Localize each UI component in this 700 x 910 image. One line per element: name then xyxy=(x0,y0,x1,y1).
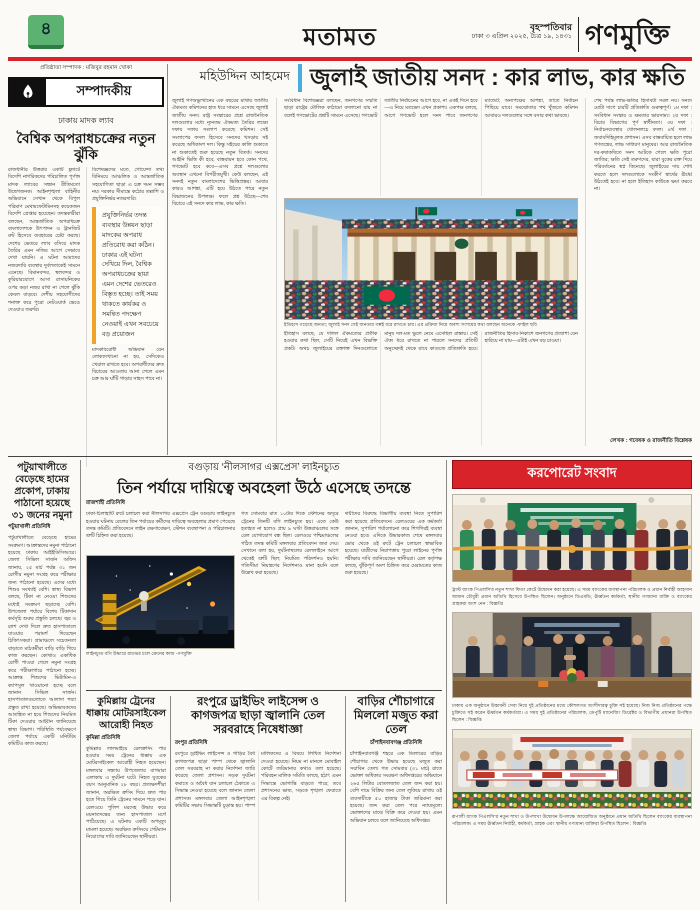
weekday-label: বৃহস্পতিবার xyxy=(530,22,572,32)
header-divider xyxy=(578,17,579,52)
train-body xyxy=(86,511,442,669)
main-photo-caption: ইতিহাস গড়েছে জনতা; জুলাই সনদ সেই জনতার গল্পই ধরে রাখতে চায়। এর প্রক্রিয়া নিয়ে অবশ্য সংশয়ের কথা বলছেন অনেকে -ফাইল ছবি xyxy=(284,322,537,327)
measles-headline: পটুয়াখালীতে বেড়েছে হামের প্রকোপ, ঢাকায় পাঠানো হয়েছে ৩১ জনের নমুনা xyxy=(11,462,73,521)
editorial-section xyxy=(8,64,164,454)
editorial-col2-top: বিশেষজ্ঞদের মতে, গোয়েন্দা তথ্য বিনিময়ে আঞ্চলিক ও আন্তর্জাতিক সহযোগিতা ছাড়া এ চক্র দমন সম্ভব নয়। দরকার সীমান্তে কঠোর তল্লাশি ও প্রযুক্তিনির্ভর নজরদারি। xyxy=(92,168,164,203)
editorial-header-box xyxy=(8,77,164,107)
corporate-banner: করপোরেট সংবাদ xyxy=(452,460,692,489)
byline-divider-bar xyxy=(298,64,302,92)
rangpur-body: রংপুরে ড্রাইভিং লাইসেন্স ও গাড়ির বৈধ কাগজপত্র ছাড়া পাম্প থেকে জ্বালানি তেল সরবরাহ না করার নির্দেশনা জারি করেছে জেলা প্রশাসন। সড়ক দুর্ঘটনা কমাতে ও অবৈধ যান চলাচল ঠেকাতে এ সিদ্ধান্ত নেওয়া হয়েছে বলে জানান জেলা প্রশাসক। মঙ্গলবার জেলা আইনশৃঙ্খলা কমিটির সভায় সিদ্ধান্তটি চূড়ান্ত হয়। পাম্প মালিকদের এ বিষয়ে লিখিত নির্দেশনা দেওয়া হয়েছে। নিয়ম না মানলে মোবাইল কোর্টে জরিমানার কথাও বলা হয়েছে। পরিবহন মালিক সমিতি বলছে, হঠাৎ এমন সিদ্ধান্তে ভোগান্তি বাড়তে পারে; তবে প্রশাসনের ভাষ্য, সড়কে শৃঙ্খলা ফেরাতে এর বিকল্প নেই। xyxy=(175,752,341,809)
column-divider xyxy=(446,460,447,904)
rangpur-headline: রংপুরে ড্রাইভিং লাইসেন্স ও কাগজপত্র ছাড়া জ্বালানি তেল সরবরাহে নিষেধাজ্ঞা xyxy=(191,696,325,736)
main-article-col5-text: শেষ পর্যন্ত লাভ-ক্ষতির হিসাবটা সরল নয়। সনদে মোটা দাগে চারটি প্রতিশ্রুতি গুরুত্বপূর্ণ। ১ম দফা : সংবিধান সংস্কার ও ক্ষমতার ভারসাম্য। ২য় দফা : বিচার বিভাগের পূর্ণ স্বাধীনতা। ৩য় দফা : নির্বাচনব্যবস্থার খোলনলচে বদল। ৪র্থ দফা : জবাবদিহিমূলক প্রশাসন। এসব বাস্তবায়িত হলে লাভ গণতন্ত্রের, লাভ সাধারণ মানুষের। আর রাজনৈতিক দর-কষাকষিতে সনদ আটকে গেলে ক্ষতি পুরো জাতির; ক্ষতি সেই তরুণদের, যারা বুকের রক্ত দিয়ে পরিবর্তনের স্বপ্ন কিনেছে। জুলাইয়ের দায় শোধ করতে হলে দলগুলোকে সংকীর্ণ স্বার্থের ঊর্ধ্বে উঠতেই হবে। না হলে ইতিহাস কাউকে ক্ষমা করবে না। xyxy=(594,99,692,193)
main-photo-image xyxy=(284,198,578,320)
train-col2: গত সোমবার রাত ১০টার দিকে স্টেশনের অদূরে ট্রেনের তিনটি বগি লাইনচ্যুত হয়। এতে কেউ হতাহত না হলেও প্রায় ৯ ঘণ্টা উত্তরাঞ্চলের সঙ্গে রেল যোগাযোগ বন্ধ ছিল। রেলওয়ে পশ্চিমাঞ্চলের গঠিত তদন্ত কমিটি মঙ্গলবার প্রতিবেদন জমা দেয়। সেখানে বলা হয়, দুর্ঘটনাস্থলের রেললাইনে আগে থেকেই ত্রুটি ছিল; নিয়মিত পরিদর্শনও হয়নি। গতিসীমা নিয়ন্ত্রণের নির্দেশনাও মানা হয়নি বলে উল্লেখ করা হয়েছে। xyxy=(241,512,339,577)
column-divider xyxy=(80,460,81,904)
corporate-caption-1: ট্রাস্ট ব্যাংক পিএলসি’র নতুন শাখা ফিতা কেটে উদ্বোধন করা হয়েছে। এ সময় ব্যাংকের ব্যবস্থাপনা পরিচালক ও প্রধান নির্বাহী আহসান জামান চৌধুরী প্রধান অতিথি হিসেবে উপস্থিত ছিলেন। অনুষ্ঠানে ডিএমডি, ঊর্ধ্বতন কর্মকর্তা, স্থানীয় গণ্যমান্য ব্যক্তি ও ব্যাংকের গ্রাহকরা অংশ নেন : বিজ্ঞপ্তি xyxy=(452,587,692,606)
main-article xyxy=(172,64,692,455)
main-article-center xyxy=(276,98,586,446)
train-headline: তিন পর্যায়ে দায়িত্বে অবহেলা উঠে এসেছে তদন্তে xyxy=(117,480,411,497)
editorial-body xyxy=(8,167,164,467)
measles-article xyxy=(8,462,76,904)
oil-body: চাঁপাইনবাবগঞ্জ শহরে এক ডিলারের বাড়ির শৌচাগার থেকে উদ্ধার হয়েছে মজুত করা সয়াবিন তেল। গত সোমবার (৩১ মার্চ) রাতে ভোক্তা অধিকার সংরক্ষণ অধিদপ্তরের অভিযানে ২৬৫ লিটার বোতলজাত তেল জব্দ করা হয়। বেশি দামে বিক্রির জন্য তেল লুকিয়ে রাখায় ওই ব্যবসায়ীকে ৫০ হাজার টাকা জরিমানা করা হয়েছে। জব্দ করা তেল পরে ন্যায্যমূল্যে ভোক্তাদের মাঝে বিক্রি করে দেওয়া হয়। এমন অভিযান চলবে বলে জানিয়েছে অধিদপ্তর। xyxy=(350,752,442,824)
section-divider-rule xyxy=(8,456,692,457)
editorial-column-2 xyxy=(86,167,164,467)
date-block xyxy=(430,22,572,41)
corporate-photo-3 xyxy=(452,729,692,809)
main-article-center-top: সংবিধান বিশেষজ্ঞরা বলছেন, জনগণের সম্মতি ছাড়া রাষ্ট্রের মৌলিক কাঠামো বদলানো যায় না বলেই গণভোটের প্রশ্নটি সামনে এসেছে। গণভোট জাতীয় নির্বাচনের আগে হবে, না একই দিনে হবে—এ নিয়ে মতভেদ এখন প্রকাশ্য। একপক্ষ বলছে, আগে গণভোট হলে সনদ পাবে জনগণের ম্যান্ডেট; অন্যপক্ষের আশঙ্কা, তাতে নির্বাচন পিছিয়ে যাবে। সমঝোতার পথ খুঁজতে কমিশন আবারও দলগুলোর সঙ্গে বসার কথা ভাবছে। xyxy=(284,99,578,119)
editorial-headline: বৈশ্বিক অপরাধচক্রের নতুন ঝুঁকি xyxy=(16,131,156,162)
train-crane-photo xyxy=(86,555,235,649)
main-article-byline: মহিউদ্দিন আহমেদ xyxy=(199,69,290,83)
page-number-badge xyxy=(28,15,64,49)
author-note: লেখক : গবেষক ও রাজনীতি বিশ্লেষক xyxy=(610,438,692,444)
date-line: ঢাকা ৩ এপ্রিল ২০২৫, চৈত্র ১৯, ১৪৩১ xyxy=(471,33,572,41)
founder-line: প্রতিষ্ঠাতা সম্পাদক : মজিবুর রহমান খোকা xyxy=(39,65,133,71)
column-divider xyxy=(167,64,168,455)
header-rule xyxy=(8,57,692,61)
main-article-headline: জুলাই জাতীয় সনদ : কার লাভ, কার ক্ষতি xyxy=(310,64,686,91)
page-number: ৪ xyxy=(40,19,52,38)
comilla-headline: কুমিল্লায় ট্রেনের ধাক্কায় মোটরসাইকেল আরোহী নিহত xyxy=(86,696,166,731)
corporate-section xyxy=(452,460,692,904)
train-col1-text: ঢাকা-চিলাহাটি রুটে চলাচল করা নীলসাগর এক্সপ্রেস ট্রেন বগুড়ায় লাইনচ্যুত হওয়ার ঘটনায় রেলের তিন পর্যায়ের কর্মীদের দায়িত্বে অবহেলার প্রমাণ পেয়েছে তদন্ত কমিটি। প্রতিবেদনে লাইন রক্ষণাবেক্ষণ, স্টেশন ব্যবস্থাপনা ও পরিচালনার ত্রুটি চিহ্নিত করা হয়েছে। xyxy=(86,512,236,540)
corporate-photo-1 xyxy=(452,494,692,582)
column-divider xyxy=(170,696,171,902)
masthead-logo: গণমুক্তি xyxy=(585,20,670,50)
train-col3: দায়ীদের বিরুদ্ধে বিভাগীয় ব্যবস্থা নিতে সুপারিশ করা হয়েছে প্রতিবেদনে। রেলওয়ের এক কর্মকর্তা জানান, সুপারিশ পর্যালোচনা করে শিগগিরই ব্যবস্থা নেওয়া হবে। এদিকে উদ্ধারকাজ শেষে মঙ্গলবার ভোর থেকে ওই রুটে ট্রেন চলাচল স্বাভাবিক হয়েছে। যাত্রীদের নিরাপত্তায় পুরো লাইনের পূর্ণাঙ্গ পরীক্ষার দাবি জানিয়েছেন স্থানীয়রা। রেল কর্তৃপক্ষ বলছে, ঝুঁকিপূর্ণ অংশ চিহ্নিত করে মেরামতের কাজ শুরু হয়েছে। xyxy=(344,512,442,577)
corporate-photo-2 xyxy=(452,612,692,698)
column-divider xyxy=(345,696,346,902)
editorial-kicker: ঢাকায় মাদক ল্যাব xyxy=(58,116,114,125)
main-article-center-bottom: ইতিহাস বলছে, যে দলিল ঐকমত্যের প্রতীক হওয়ার কথা ছিল, সেটি নিয়েই এখন বিভক্তি প্রকট। অথচ জুলাইয়ের রক্তাক্ত দিনগুলোতে মানুষ দল-মত ভুলে নেমে এসেছিল রাস্তায়। সেই ঐক্য ধরে রাখতে না পারলে সনদের প্রতিটি অনুচ্ছেদই থেকে যাবে কাগুজে প্রতিশ্রুতি হয়ে। রাজনীতির হিসাব-নিকাশে জনগণের প্রত্যাশা যেন হারিয়ে না যায়—এটাই এখন বড় চাওয়া। xyxy=(284,331,578,352)
train-col1 xyxy=(86,511,235,669)
train-byline: রাজশাহী প্রতিনিধি xyxy=(86,500,125,507)
comilla-body: কুমিল্লার লালমাইয়ে রেলক্রসিং পার হওয়ার সময় ট্রেনের ধাক্কায় এক মোটরসাইকেল আরোহী নিহত হয়েছেন। মঙ্গলবার সন্ধ্যায় উপজেলার বাগমারা এলাকায় এ দুর্ঘটনা ঘটে। নিহত যুবকের বয়স আনুমানিক ২৮ বছর। প্রত্যক্ষদর্শীরা জানান, অরক্ষিত ক্রসিং দিয়ে দ্রুত পার হতে গিয়ে তিনি ট্রেনের সামনে পড়ে যান। রেলওয়ে পুলিশ মরদেহ উদ্ধার করে ময়নাতদন্তের জন্য হাসপাতাল মর্গে পাঠিয়েছে। এ ঘটনায় একটি অপমৃত্যু মামলা হয়েছে। অরক্ষিত ক্রসিংয়ে গেটম্যান নিয়োগের দাবি জানিয়েছেন স্থানীয়রা। xyxy=(86,746,166,840)
comilla-article xyxy=(86,696,166,904)
oil-headline: বাড়ির শৌচাগারে মিললো মজুত করা তেল xyxy=(353,696,439,736)
section-title: মতামত xyxy=(303,24,377,51)
main-article-col5 xyxy=(594,98,692,446)
editorial-column-1: রাজধানীর উত্তরার একটি ফ্ল্যাটে বিদেশি নাগরিকদের পরিচালিত পূর্ণাঙ্গ মাদক ল্যাবের সন্ধান রীতিমতো উদ্বেগজনক। আইনশৃঙ্খলা বাহিনীর অভিযানে সেখান থেকে বিপুল পরিমাণ মেথামফেটামিনসহ কয়েকজন বিদেশি গ্রেপ্তার হয়েছেন। তদন্তকারীরা বলছেন, আন্তর্জাতিক অপরাধচক্র বাংলাদেশকে উৎপাদন ও ট্রানজিট রুট হিসেবে ব্যবহারের চেষ্টা করছে। দেশের ভেতরে ল্যাব বসিয়ে মাদক তৈরির এমন নজির আগে সেভাবে দেখা যায়নি। এ ঘটনা আমাদের নজরদারি ব্যবস্থার দুর্বলতাকেই সামনে এনেছে। বিমানবন্দর, স্থলবন্দর ও কুরিয়ারযোগে আসা রাসায়নিকের ওপর কড়া নজর রাখা না গেলে ঝুঁকি কেবল বাড়বে। দেশীয় সহযোগীদের শনাক্ত করে পুরো নেটওয়ার্ক ভেঙে দেওয়াও জরুরি। xyxy=(8,168,80,313)
train-article xyxy=(86,460,442,686)
oil-byline: চাঁপাইনবাবগঞ্জ প্রতিনিধি xyxy=(370,740,422,747)
row-divider-rule xyxy=(86,690,442,691)
corporate-caption-2: ঢাকায় এক অনুষ্ঠানে উদ্ভাবনী সেবা নিয়ে দুই প্রতিষ্ঠানের মধ্যে কৌশলগত অংশীদারত্ব চুক্তি সই হয়েছে। নিজ নিজ প্রতিষ্ঠানের পক্ষে চুক্তিতে সই করেন ঊর্ধ্বতন কর্মকর্তারা। এ সময় দুই প্রতিষ্ঠানের পরিচালক, ডেপুটি ম্যানেজিং ডিরেক্টর ও বিভাগীয় প্রধানরা উপস্থিত ছিলেন : বিজ্ঞপ্তি xyxy=(452,703,692,723)
measles-body: পটুয়াখালীতে বেড়েছে হামের সংক্রমণ। আক্রান্তদের নমুনা পাঠানো হয়েছে ঢাকায় আইইডিসিআরে। জেলা সিভিল সার্জন অফিস জানায়, ২৫ মার্চ পর্যন্ত ৩১ জন রোগীর নমুনা সংগ্রহ করে পরীক্ষার জন্য পাঠানো হয়েছে। এদের মধ্যে শিশুর সংখ্যাই বেশি। স্বাস্থ্য বিভাগ বলছে, টিকা না নেওয়া শিশুদের মধ্যেই সংক্রমণ ছড়াচ্ছে বেশি। উপজেলা পর্যায়ে বিশেষ টিকাদান কর্মসূচি শুরুর প্রস্তুতি চলছে। জ্বর ও র‌্যাশ দেখা দিলে দ্রুত হাসপাতালে যাওয়ার পরামর্শ দিয়েছেন চিকিৎসকরা। গ্রামাঞ্চলে সচেতনতা বাড়াতে মাঠকর্মীরা বাড়ি বাড়ি গিয়ে কাজ করছেন। কোথাও একাধিক রোগী পাওয়া গেলে নমুনা সংগ্রহ করে পরীক্ষাগারে পাঠানো হচ্ছে। আক্রান্ত শিশুদের ভিটামিন-এ ক্যাপসুল খাওয়ানো হচ্ছে বলে জানান সিভিল সার্জন। হাসপাতালগুলোতে আলাদা শয্যা প্রস্তুত রাখা হয়েছে। অভিভাবকদের আতঙ্কিত না হয়ে শিশুদের নিয়মিত টিকা দেওয়ার আহ্বান জানিয়েছে স্বাস্থ্য বিভাগ। পরিস্থিতি পর্যবেক্ষণে জেলা পর্যায়ে একটি মনিটরিং কমিটিও কাজ করছে। xyxy=(8,536,76,748)
main-article-body xyxy=(172,98,692,446)
editorial-pull-quote: প্রযুক্তিনির্ভর তদন্ত ব্যবস্থার উন্নয়ন ছাড়া মাদকের অপরাধ প্রতিরোধ করা কঠিন। ঢাকার এই ঘটনা দেখিয়ে দিল, বৈশ্বিক অপরাধচক্রের ছায়া এমন দেশের ভেতরেও বিস্তৃত হচ্ছে। তাই সময় থাকতে কার্যকর ও সমন্বিত পদক্ষেপ নেওয়াই এখন সবচেয়ে বড় প্রয়োজন xyxy=(92,207,164,344)
main-article-col1: জুলাই গণঅভ্যুত্থানের এক বছরের মাথায় জাতীয় ঐকমত্য কমিশনের হাত ধরে সামনে এসেছে জুলাই জাতীয় সনদ। রাষ্ট্র সংস্কারের প্রশ্নে রাজনৈতিক দলগুলোর মধ্যে ন্যূনতম ঐকমত্য তৈরির লক্ষ্যে দফায় দফায় সংলাপ করেছে কমিশন। সেই সংলাপের ফসল হিসেবে সনদের খসড়ায় সই করেছে অধিকাংশ দল। কিন্তু সইয়ের কালি শুকাতে না শুকাতেই শুরু হয়েছে নতুন বিতর্ক। সনদের আইনি ভিত্তি কী হবে, বাস্তবায়ন হবে কোন পথে, গণভোট হবে কবে—এসব প্রশ্নে দলগুলোর অবস্থান এখনো বিপরীতমুখী। কেউ বলছেন, এই সনদই নতুন বাংলাদেশের ভিত্তিপ্রস্তর। আবার কারও আশঙ্কা, এটি হয়ে উঠতে পারে নতুন বিভাজনের উপলক্ষ। ফলে প্রশ্ন উঠছে—শেষ বিচারে এই সনদে কার লাভ, কার ক্ষতি। xyxy=(172,99,268,208)
oil-article xyxy=(350,696,442,904)
rangpur-article xyxy=(175,696,341,904)
rangpur-byline: রংপুর প্রতিনিধি xyxy=(175,740,208,747)
train-kicker: বগুড়ায় ‘নীলসাগর এক্সপ্রেস’ লাইনচ্যুত xyxy=(188,462,340,473)
comilla-byline: কুমিল্লা প্রতিনিধি xyxy=(86,734,121,741)
train-photo-caption: লাইনচ্যুত বগি উদ্ধারে রাতভর চলে ক্রেনের কাজ -গণমুক্তি xyxy=(86,651,192,657)
measles-byline: পটুয়াখালী প্রতিনিধি xyxy=(8,524,51,531)
editorial-label: সম্পাদকীয় xyxy=(76,82,132,98)
editorial-col2-bottom: মাদকবিরোধী অভিযান যেন লোকদেখানো না হয়, সেদিকেও খেয়াল রাখতে হবে। অপরাধীদের দ্রুত বিচারের আওতায় আনা গেলে এমন চক্র আর ঘাঁটি গাড়ার সাহস পাবে না। xyxy=(92,347,164,383)
main-article-header xyxy=(172,64,692,92)
pen-nib-icon xyxy=(10,79,46,105)
corporate-caption-3: রূপালী ব্যাংক পিএলসি’র নতুন শাখা ও উপশাখা উদ্বোধন উপলক্ষে আয়োজিত অনুষ্ঠানে প্রধান অতিথি ছিলেন ব্যাংকের ব্যবস্থাপনা পরিচালক। এ সময় ঊর্ধ্বতন নির্বাহী, কর্মকর্তা, গ্রাহক এবং স্থানীয় গণ্যমান্য ব্যক্তিরা উপস্থিত ছিলেন : বিজ্ঞপ্তি xyxy=(452,813,692,826)
